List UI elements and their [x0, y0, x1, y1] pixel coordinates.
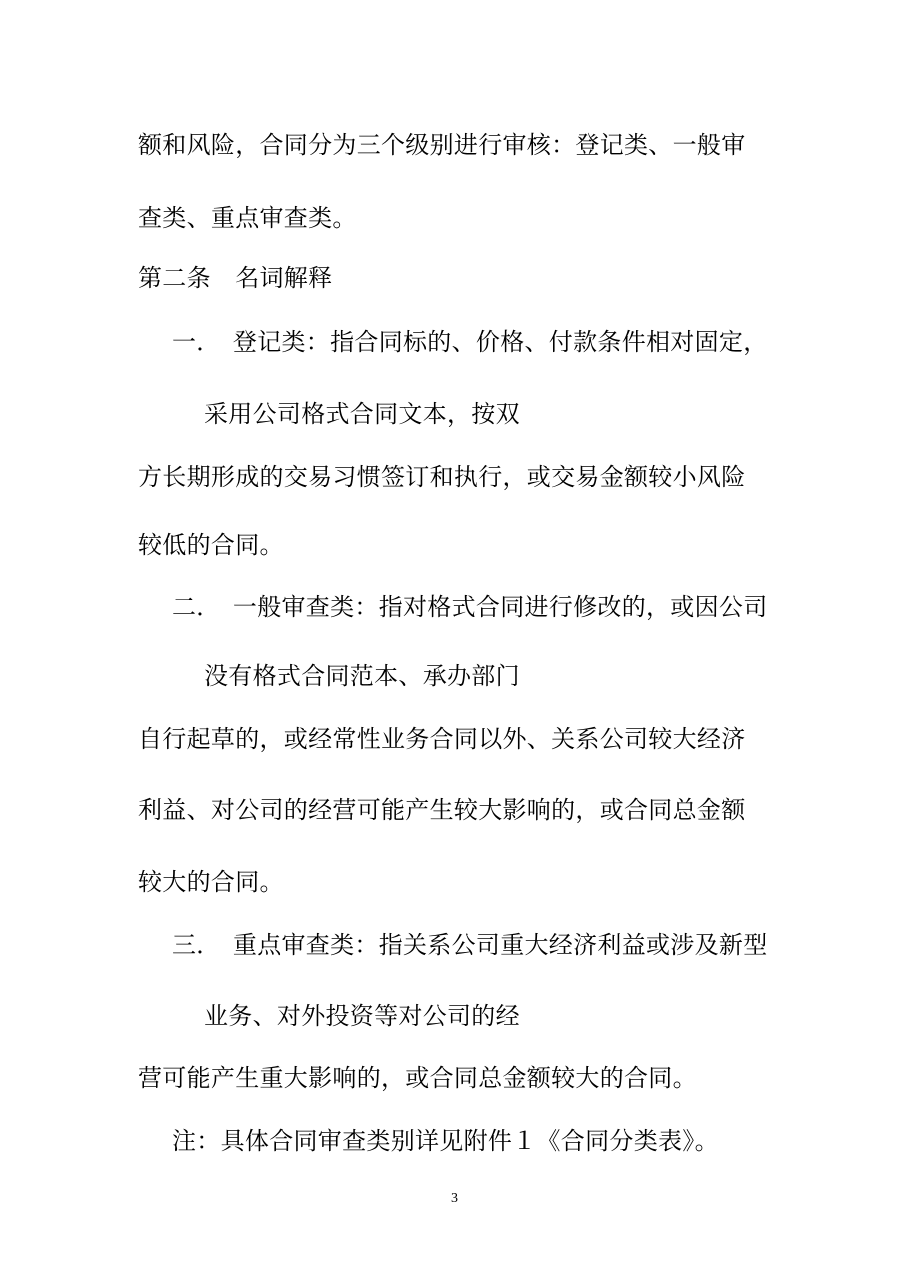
body-text-line: 采用公司格式合同文本，按双 — [204, 400, 520, 428]
body-text-line: 较大的合同。 — [138, 868, 284, 896]
note-line: 注：具体合同审查类别详见附件１《合同分类表》。 — [172, 1127, 719, 1155]
body-text-line: 没有格式合同范本、承办部门 — [204, 662, 520, 690]
body-text-line: 利益、对公司的经营可能产生较大影响的，或合同总金额 — [138, 796, 746, 824]
section-heading: 第二条 名词解释 — [138, 264, 333, 292]
list-item-heading: 三． 重点审查类：指关系公司重大经济利益或涉及新型 — [172, 931, 768, 959]
body-text-line: 营可能产生重大影响的，或合同总金额较大的合同。 — [138, 1064, 697, 1092]
body-text-line: 方长期形成的交易习惯签订和执行，或交易金额较小风险 — [138, 463, 746, 491]
page-number: 3 — [451, 1191, 458, 1206]
body-text-line: 较低的合同。 — [138, 531, 284, 559]
list-item-heading: 二． 一般审查类：指对格式合同进行修改的，或因公司 — [172, 593, 768, 621]
body-text-line: 自行起草的，或经常性业务合同以外、关系公司较大经济 — [138, 725, 746, 753]
body-text-line: 查类、重点审查类。 — [138, 204, 357, 232]
list-item-heading: 一． 登记类：指合同标的、价格、付款条件相对固定， — [172, 328, 768, 356]
body-text-line: 业务、对外投资等对公司的经 — [204, 1002, 520, 1030]
body-text-line: 额和风险，合同分为三个级别进行审核：登记类、一般审 — [138, 131, 746, 159]
